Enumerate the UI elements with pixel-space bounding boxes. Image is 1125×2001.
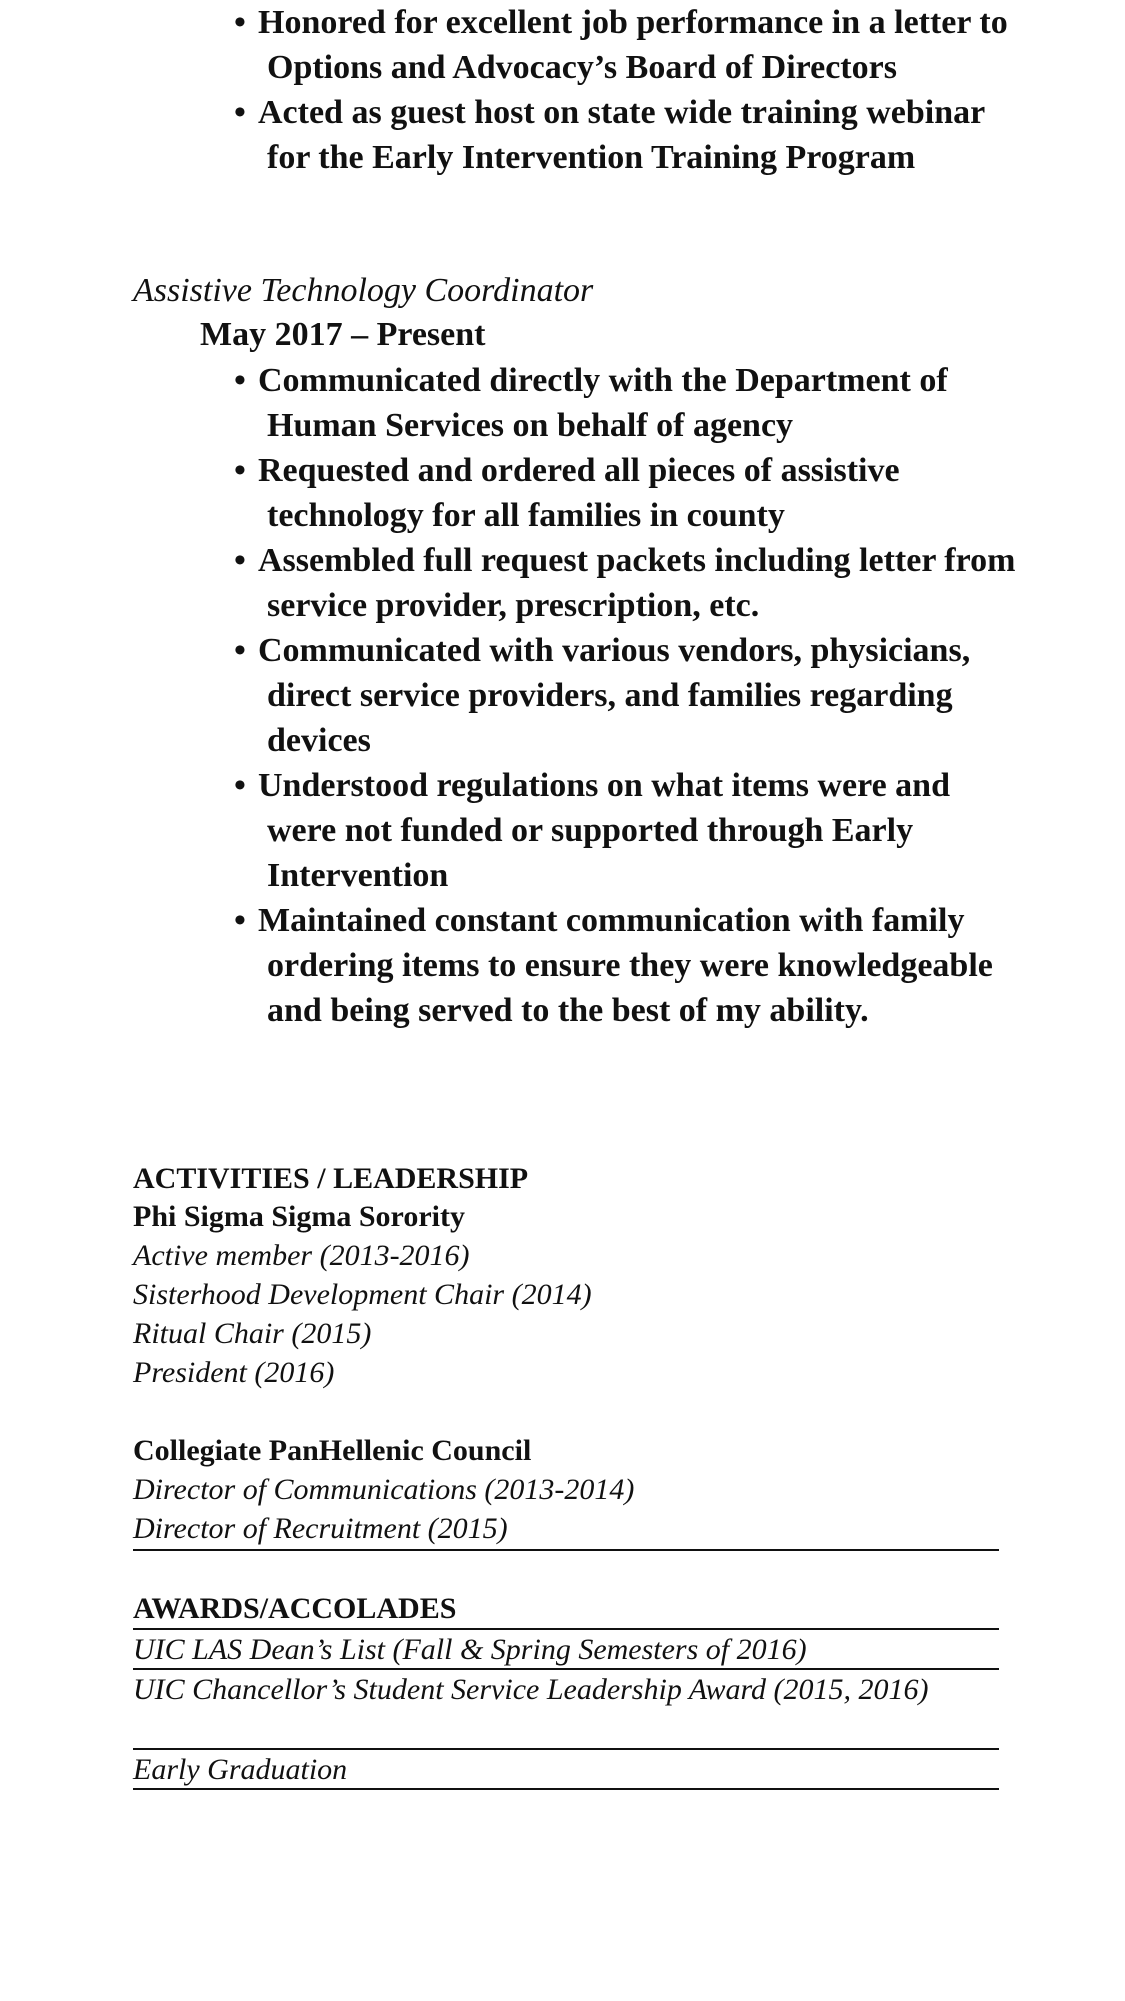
activities-heading: ACTIVITIES / LEADERSHIP <box>133 1162 529 1195</box>
org-role: Director of Recruitment (2015) <box>133 1512 508 1545</box>
section-divider <box>133 1549 999 1551</box>
bullet-text: Acted as guest host on state wide training webinar for the Early Intervention Training Program <box>258 94 985 176</box>
org-name-council: Collegiate PanHellenic Council <box>133 1434 532 1467</box>
bullet-symbol: • <box>234 4 246 41</box>
bullet-symbol: • <box>234 542 246 579</box>
bullet-item <box>234 628 1024 763</box>
org-role: Ritual Chair (2015) <box>133 1317 372 1350</box>
bullet-symbol: • <box>234 632 246 669</box>
bullet-item <box>234 763 1024 898</box>
org-role: Active member (2013-2016) <box>133 1239 470 1272</box>
bullet-item <box>234 898 1024 1033</box>
bullet-item <box>234 538 1024 628</box>
org-role: Director of Communications (2013-2014) <box>133 1473 635 1506</box>
bullet-item <box>234 448 1024 538</box>
org-role: President (2016) <box>133 1356 335 1389</box>
bullet-symbol: • <box>234 362 246 399</box>
bullet-item <box>234 0 1024 90</box>
bullet-text: Assembled full request packets including letter from service provider, prescription, etc. <box>258 542 1016 624</box>
award-item: Early Graduation <box>133 1753 348 1786</box>
bullet-item <box>234 90 1024 180</box>
bullet-symbol: • <box>234 94 246 131</box>
bullet-symbol: • <box>234 452 246 489</box>
bullet-text: Communicated directly with the Department of Human Services on behalf of agency <box>258 362 948 444</box>
bullet-symbol: • <box>234 902 246 939</box>
bullet-symbol: • <box>234 767 246 804</box>
bullet-text: Maintained constant communication with family ordering items to ensure they were knowledgeable and being served to the best of my ability. <box>258 902 993 1029</box>
prior-job-bullet-list <box>234 0 1024 180</box>
bullet-text: Requested and ordered all pieces of assistive technology for all families in county <box>258 452 900 534</box>
bullet-text: Understood regulations on what items were and were not funded or supported through Early Intervention <box>258 767 950 894</box>
awards-heading: AWARDS/ACCOLADES <box>133 1592 457 1625</box>
award-item: UIC LAS Dean’s List (Fall & Spring Semesters of 2016) <box>133 1633 807 1666</box>
org-role: Sisterhood Development Chair (2014) <box>133 1278 592 1311</box>
bullet-item <box>234 358 1024 448</box>
award-item: UIC Chancellor’s Student Service Leadership Award (2015, 2016) <box>133 1673 929 1706</box>
bullet-text: Communicated with various vendors, physicians, direct service providers, and families regarding devices <box>258 632 971 759</box>
org-name-sorority: Phi Sigma Sigma Sorority <box>133 1200 465 1233</box>
bullet-text: Honored for excellent job performance in a letter to Options and Advocacy’s Board of Directors <box>258 4 1008 86</box>
award-divider <box>133 1788 999 1790</box>
job-title: Assistive Technology Coordinator <box>133 272 594 309</box>
job-bullet-list <box>234 358 1024 1033</box>
job-dates: May 2017 – Present <box>200 316 486 353</box>
